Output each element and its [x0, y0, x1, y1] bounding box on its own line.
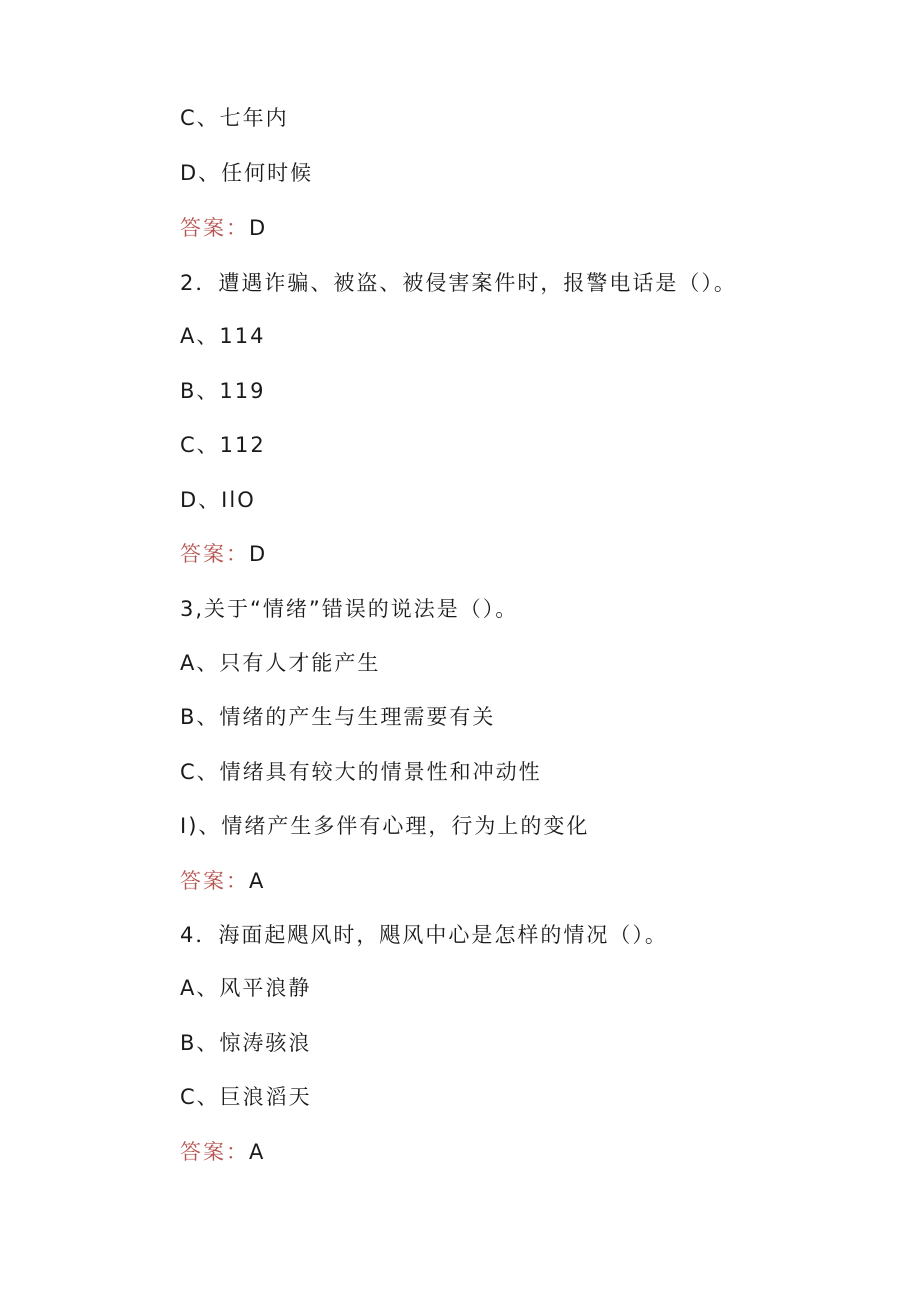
option-b-line: B、119 [180, 379, 266, 403]
answer-value: D [249, 216, 268, 240]
option-b-line: B、惊涛骇浪 [180, 1031, 312, 1055]
question-2-line: 2．遭遇诈骗、被盗、被侵害案件时，报警电话是（）。 [180, 271, 737, 295]
answer-label: 答案： [180, 542, 249, 566]
option-b-line: B、情绪的产生与生理需要有关 [180, 705, 496, 729]
question-4-line: 4．海面起飓风时，飓风中心是怎样的情况（）。 [180, 923, 668, 947]
answer-value: A [249, 869, 266, 893]
answer-line [180, 1138, 265, 1166]
option-d-line: I)、情绪产生多伴有心理，行为上的变化 [180, 814, 590, 838]
answer-line [180, 867, 265, 895]
answer-label: 答案： [180, 1140, 249, 1164]
option-c-line: C、112 [180, 433, 266, 457]
answer-label: 答案： [180, 869, 249, 893]
answer-line [180, 214, 267, 242]
option-a-line: A、只有人才能产生 [180, 651, 381, 675]
question-3-line: 3,关于“情绪”错误的说法是（）。 [180, 597, 519, 621]
answer-value: D [249, 542, 268, 566]
answer-value: A [249, 1140, 266, 1164]
option-c-line: C、情绪具有较大的情景性和冲动性 [180, 760, 542, 784]
option-d-line: D、IlO [180, 488, 256, 512]
option-d-line: D、任何时候 [180, 161, 314, 185]
option-a-line: A、114 [180, 324, 266, 348]
answer-line [180, 540, 267, 568]
option-a-line: A、风平浪静 [180, 976, 312, 1000]
answer-label: 答案： [180, 216, 249, 240]
option-c-line: C、七年内 [180, 106, 289, 130]
option-c-line: C、巨浪滔天 [180, 1085, 312, 1109]
